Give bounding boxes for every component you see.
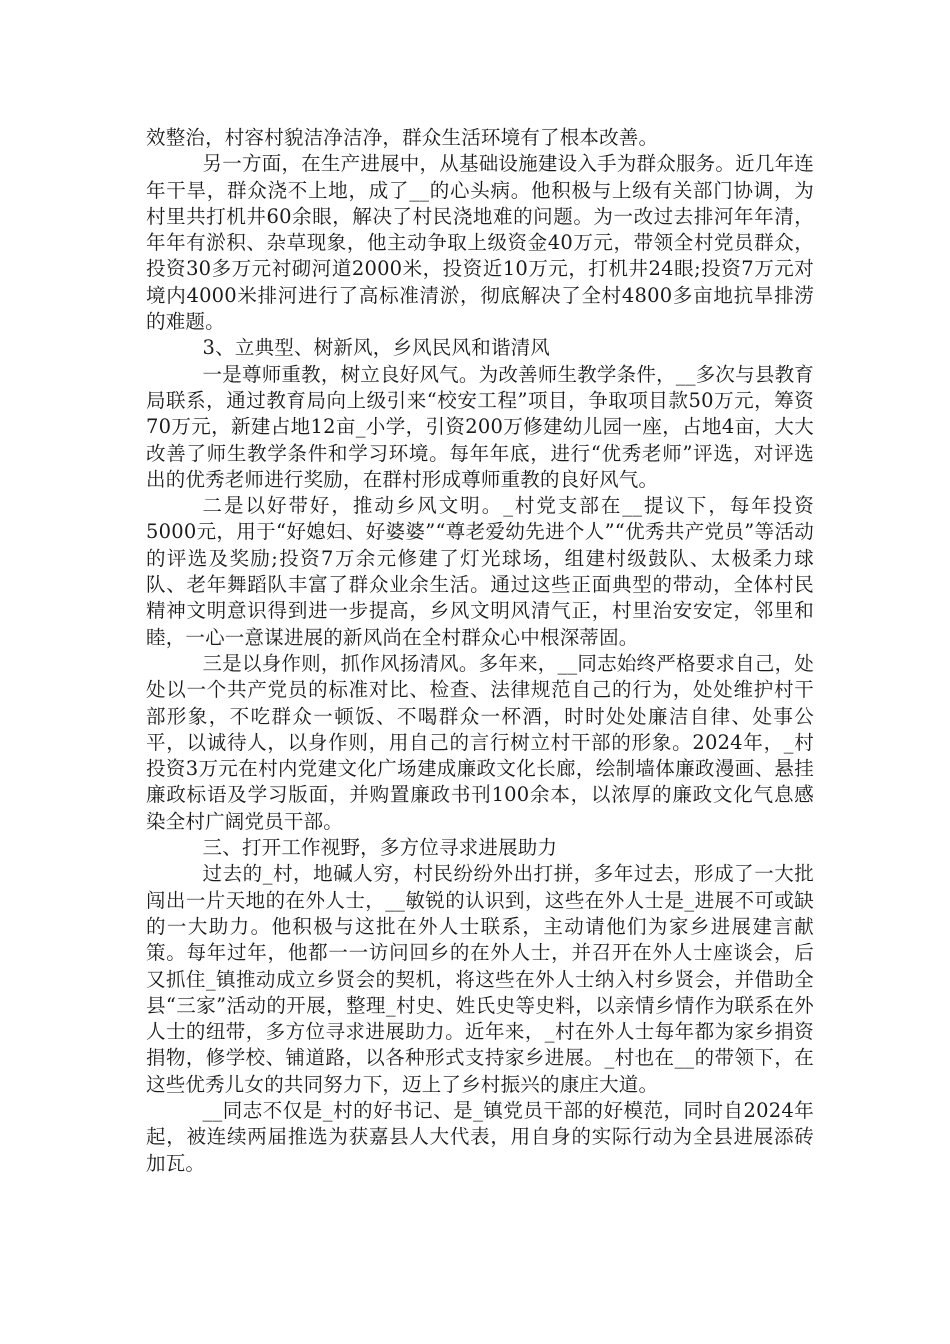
section-heading-3: 3、立典型、树新风，乡风民风和谐清风	[202, 336, 551, 360]
paragraph-infrastructure: 另一方面，在生产进展中，从基础设施建设入手为群众服务。近几年连年干旱，群众浇不上地，成了__的心头病。他积极与上级有关部门协调，为村里共打机井60余眼，解决了村民浇地难的问题。为一改过去排河年年清，年年有淤积、杂草现象，他主动争取上级资金40万元，带领全村党员群众，投资30多万元衬砌河道2000米，投资近10万元，打机井24眼;投资7万元对境内4000米排河进行了高标准清淤，彻底解决了全村4800多亩地抗旱排涝的难题。	[146, 152, 814, 334]
document-page	[146, 125, 814, 1177]
paragraph-conclusion: __同志不仅是_村的好书记、是_镇党员干部的好模范，同时自2024年起，被连续两届推选为获嘉县人大代表，用自身的实际行动为全县进展添砖加瓦。	[146, 1098, 814, 1175]
paragraph-education: 一是尊师重教，树立良好风气。为改善师生教学条件，__多次与县教育局联系，通过教育局向上级引来“校安工程”项目，争取项目款50万元，筹资70万元，新建占地12亩_小学，引资200万修建幼儿园一座，占地4亩，大大改善了师生教学条件和学习环境。每年年底，进行“优秀老师”评选，对评选出的优秀老师进行奖励，在群村形成尊师重教的良好风气。	[146, 362, 814, 491]
paragraph-outreach: 过去的_村，地碱人穷，村民纷纷外出打拼，多年过去，形成了一大批闯出一片天地的在外人士，__敏锐的认识到，这些在外人士是_进展不可或缺的一大助力。他积极与这批在外人士联系，主动请他们为家乡进展建言献策。每年过年，他都一一访问回乡的在外人士，并召开在外人士座谈会，后又抓住_镇推动成立乡贤会的契机，将这些在外人士纳入村乡贤会，并借助全县“三家”活动的开展，整理_村史、姓氏史等史料，以亲情乡情作为联系在外人士的纽带，多方位寻求进展助力。近年来，_村在外人士每年都为家乡捐资捐物，修学校、铺道路，以各种形式支持家乡进展。_村也在__的带领下，在这些优秀儿女的共同努力下，迈上了乡村振兴的康庄大道。	[146, 862, 814, 1096]
paragraph-integrity: 三是以身作则，抓作风扬清风。多年来，__同志始终严格要求自己，处处以一个共产党员的标准对比、检查、法律规范自己的行为，处处维护村干部形象，不吃群众一顿饭、不喝群众一杯酒，时时处处廉洁自律、处事公平，以诚待人，以身作则，用自己的言行树立村干部的形象。2024年，_村投资3万元在村内党建文化广场建成廉政文化长廊，绘制墙体廉政漫画、悬挂廉政标语及学习版面，并购置廉政书刊100余本，以浓厚的廉政文化气息感染全村广阔党员干部。	[146, 651, 814, 833]
section-heading-three: 三、打开工作视野，多方位寻求进展助力	[202, 836, 558, 860]
paragraph-continuation: 效整治，村容村貌洁净洁净，群众生活环境有了根本改善。	[146, 126, 659, 149]
paragraph-civilization: 二是以好带好，推动乡风文明。_村党支部在__提议下，每年投资5000元，用于“好媳妇、好婆婆”“尊老爱幼先进个人”“优秀共产党员”等活动的评选及奖励;投资7万余元修建了灯光球场，组建村级鼓队、太极柔力球队、老年舞蹈队丰富了群众业余生活。通过这些正面典型的带动，全体村民精神文明意识得到进一步提高，乡风文明风清气正，村里治安安定，邻里和睦，一心一意谋进展的新风尚在全村群众心中根深蒂固。	[146, 494, 814, 649]
